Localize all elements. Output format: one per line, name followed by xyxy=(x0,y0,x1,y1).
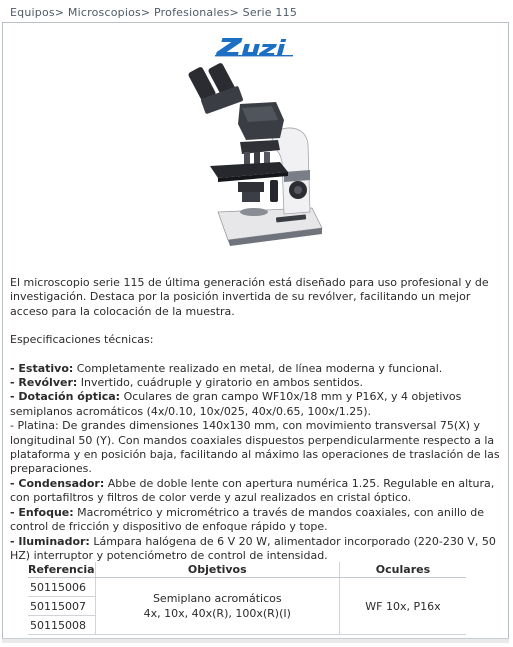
spec-label: - Enfoque: xyxy=(10,505,74,519)
reference-cell: 50115008 xyxy=(28,616,95,635)
objetivos-cell xyxy=(95,578,339,635)
spec-text: Lámpara halógena de 6 V 20 W, alimentador incorporado (220-230 V, 50 HZ) interruptor y potenciómetro de control de intensidad. xyxy=(10,534,496,562)
spec-text: Completamente realizado en metal, de línea moderna y funcional. xyxy=(73,361,443,375)
product-description xyxy=(10,276,500,563)
spec-enfoque xyxy=(10,506,500,535)
spec-label: - Dotación óptica: xyxy=(10,390,121,404)
spec-label: - Estativo: xyxy=(10,361,74,375)
reference-cell: 50115006 xyxy=(28,578,95,597)
spec-text: Invertido, cuádruple y giratorio en ambos sentidos. xyxy=(77,376,363,390)
zuzi-logo xyxy=(213,36,305,58)
table-header-row xyxy=(28,562,466,578)
header-referencia: Referencia xyxy=(28,562,95,576)
spec-revolver xyxy=(10,376,500,390)
specs-heading: Especificaciones técnicas: xyxy=(10,333,154,347)
objetivos-line: 4x, 10x, 40x(R), 100x(R)(I) xyxy=(143,607,291,620)
spec-platina xyxy=(10,419,500,477)
header-oculares: Oculares xyxy=(339,562,466,578)
table-row xyxy=(28,578,466,597)
spec-label: - Iluminador: xyxy=(10,534,90,548)
oculares-cell: WF 10x, P16x xyxy=(339,578,466,635)
reference-cell: 50115007 xyxy=(28,597,95,616)
spec-label: - Revólver: xyxy=(10,376,78,390)
spec-iluminador xyxy=(10,535,500,564)
reference-table xyxy=(28,562,466,635)
spec-dotacion-optica xyxy=(10,390,500,419)
panel-bottom-bar xyxy=(2,638,509,643)
spec-text: Oculares de gran campo WF10x/18 mm y P16X, y 4 objetivos semiplanos acromáticos (4x/0.10, 10x/025, 40x/0.65, 100x/1.25). xyxy=(10,390,462,418)
microscope-image xyxy=(180,62,330,247)
spec-label: - Condensador: xyxy=(10,476,105,490)
spec-estativo xyxy=(10,362,500,376)
spec-text: Macrométrico y micrométrico a través de mandos coaxiales, con anillo de control de fricción y dispositivo de enfoque rápido y tope. xyxy=(10,505,484,534)
spec-condensador xyxy=(10,477,500,506)
header-objetivos: Objetivos xyxy=(95,562,339,578)
breadcrumb: Equipos> Microscopios> Profesionales> Serie 115 xyxy=(10,6,298,19)
spec-text: - Platina: De grandes dimensiones 140x130 mm, con movimiento transversal 75(X) y longitudinal 50 (Y). Con mandos coaxiales dispuestos perpendicularmente respecto a la plataforma y en posición baja, facilitando al máximo las operaciones de traslación de las preparaciones. xyxy=(10,419,500,476)
intro-text: El microscopio serie 115 de última generación está diseñado para uso profesional y de investigación. Destaca por la posición invertida de su revólver, facilitando un mejor acceso para la colocación de la muestra. xyxy=(10,276,489,318)
spec-text: Abbe de doble lente con apertura numérica 1.25. Regulable en altura, con portafiltros y filtros de color verde y azul realizados en cristal óptico. xyxy=(10,476,495,505)
objetivos-line: Semiplano acromáticos xyxy=(152,592,282,605)
